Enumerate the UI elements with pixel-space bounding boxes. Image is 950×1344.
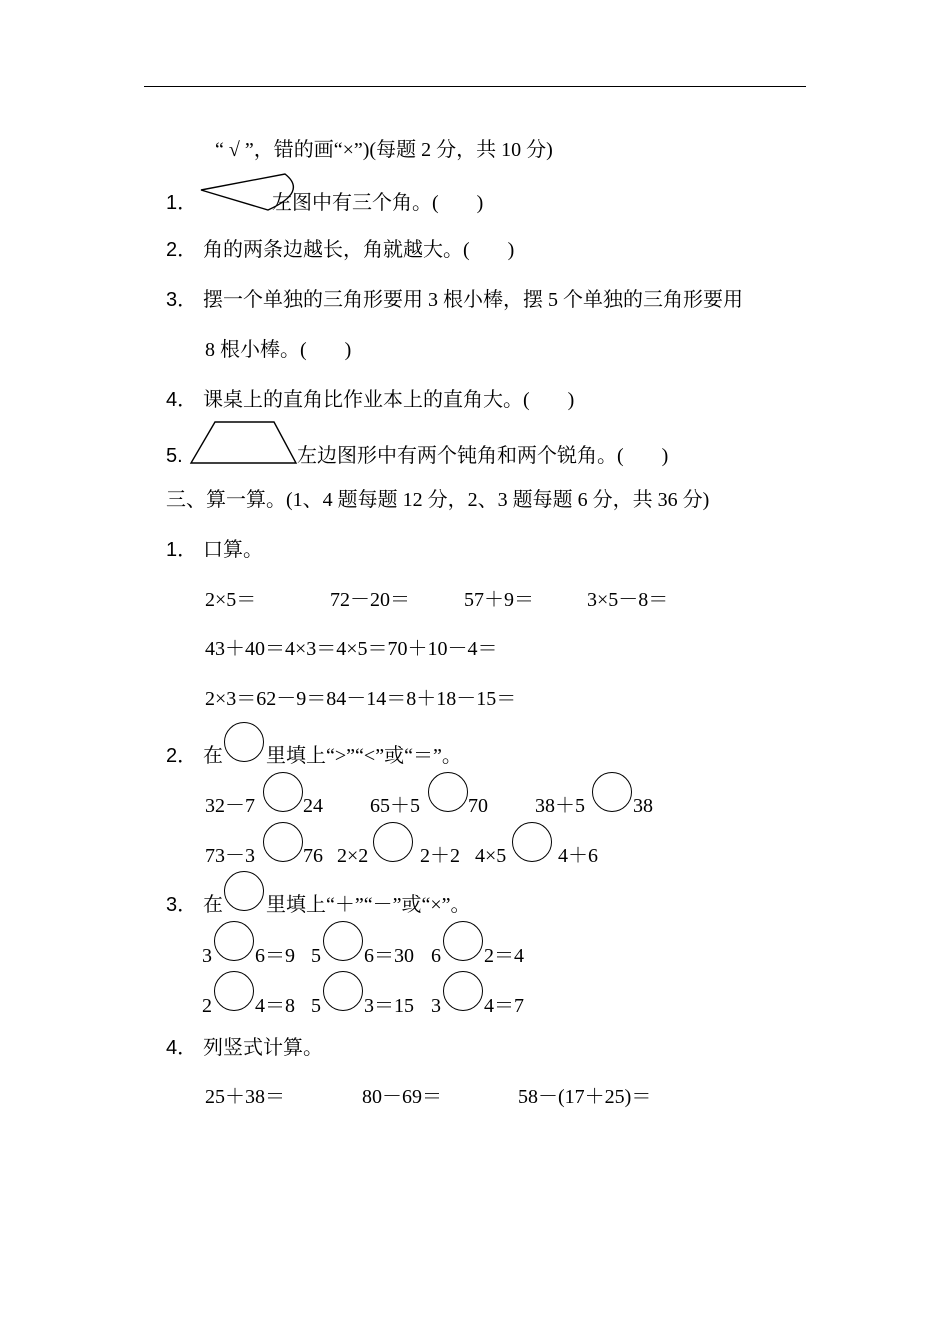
q2-text: 角的两条边越长，角就越大。( ) bbox=[203, 239, 515, 261]
answer-circle[interactable] bbox=[214, 971, 254, 1011]
answer-circle[interactable] bbox=[263, 822, 303, 862]
compare-right: 70 bbox=[468, 795, 488, 817]
header-rule bbox=[144, 86, 806, 87]
oral-calc-item: 72－20＝ bbox=[330, 589, 410, 611]
q3-number: 3． bbox=[166, 289, 198, 311]
vertical-calc-item: 25＋38＝ bbox=[205, 1086, 285, 1108]
q1-number: 1． bbox=[166, 192, 198, 214]
compare-left: 73－3 bbox=[205, 845, 255, 867]
answer-circle[interactable] bbox=[443, 971, 483, 1011]
q1-text: 左图中有三个角。( ) bbox=[272, 192, 484, 214]
compare-right: 76 bbox=[303, 845, 323, 867]
section3-title: 三、算一算。(1、4 题每题 12 分，2、3 题每题 6 分，共 36 分) bbox=[166, 489, 710, 511]
operator-right: 4＝8 bbox=[255, 995, 295, 1017]
answer-circle[interactable] bbox=[214, 921, 254, 961]
p3-post: 里填上“＋”“－”或“×”。 bbox=[266, 894, 471, 916]
compare-left: 65＋5 bbox=[370, 795, 420, 817]
operator-left: 5 bbox=[311, 945, 321, 967]
compare-left: 2×2 bbox=[337, 845, 369, 867]
answer-circle[interactable] bbox=[443, 921, 483, 961]
q4-text: 课桌上的直角比作业本上的直角大。( ) bbox=[203, 389, 575, 411]
oral-calc-row: 2×3＝62－9＝84－14＝8＋18－15＝ bbox=[205, 688, 517, 710]
compare-left: 38＋5 bbox=[535, 795, 585, 817]
answer-circle[interactable] bbox=[428, 772, 468, 812]
p1-title: 口算。 bbox=[203, 539, 263, 561]
oral-calc-item: 2×5＝ bbox=[205, 589, 257, 611]
compare-right: 4＋6 bbox=[558, 845, 598, 867]
p3-pre: 在 bbox=[203, 894, 223, 916]
compare-right: 24 bbox=[303, 795, 323, 817]
p2-post: 里填上“>”“<”或“＝”。 bbox=[266, 745, 462, 767]
q5-text: 左边图形中有两个钝角和两个锐角。( ) bbox=[297, 445, 669, 467]
q2-number: 2． bbox=[166, 239, 198, 261]
answer-circle[interactable] bbox=[263, 772, 303, 812]
answer-circle[interactable] bbox=[323, 971, 363, 1011]
operator-right: 6＝30 bbox=[364, 945, 414, 967]
oral-calc-item: 3×5－8＝ bbox=[587, 589, 669, 611]
p2-number: 2． bbox=[166, 745, 198, 767]
compare-left: 32－7 bbox=[205, 795, 255, 817]
section2-intro: “ √ ”，错的画“×”)(每题 2 分，共 10 分) bbox=[215, 139, 553, 161]
vertical-calc-item: 58－(17＋25)＝ bbox=[518, 1086, 652, 1108]
operator-left: 2 bbox=[202, 995, 212, 1017]
p2-pre: 在 bbox=[203, 745, 223, 767]
example-circle bbox=[224, 871, 264, 911]
p4-title: 列竖式计算。 bbox=[203, 1037, 323, 1059]
compare-right: 2＋2 bbox=[420, 845, 460, 867]
vertical-calc-item: 80－69＝ bbox=[362, 1086, 442, 1108]
q4-number: 4． bbox=[166, 389, 198, 411]
operator-left: 6 bbox=[431, 945, 441, 967]
operator-left: 5 bbox=[311, 995, 321, 1017]
p1-number: 1． bbox=[166, 539, 198, 561]
trapezoid-figure bbox=[190, 420, 300, 466]
compare-left: 4×5 bbox=[475, 845, 507, 867]
operator-right: 6＝9 bbox=[255, 945, 295, 967]
operator-right: 2＝4 bbox=[484, 945, 524, 967]
p3-number: 3． bbox=[166, 894, 198, 916]
q3-text-line2: 8 根小棒。( ) bbox=[205, 339, 352, 361]
operator-right: 4＝7 bbox=[484, 995, 524, 1017]
p4-number: 4． bbox=[166, 1037, 198, 1059]
operator-left: 3 bbox=[431, 995, 441, 1017]
oral-calc-item: 57＋9＝ bbox=[464, 589, 534, 611]
answer-circle[interactable] bbox=[512, 822, 552, 862]
q5-number: 5. bbox=[166, 445, 183, 467]
compare-right: 38 bbox=[633, 795, 653, 817]
q3-text-line1: 摆一个单独的三角形要用 3 根小棒，摆 5 个单独的三角形要用 bbox=[203, 289, 743, 311]
answer-circle[interactable] bbox=[323, 921, 363, 961]
example-circle bbox=[224, 722, 264, 762]
operator-left: 3 bbox=[202, 945, 212, 967]
operator-right: 3＝15 bbox=[364, 995, 414, 1017]
answer-circle[interactable] bbox=[592, 772, 632, 812]
answer-circle[interactable] bbox=[373, 822, 413, 862]
oral-calc-row: 43＋40＝4×3＝4×5＝70＋10－4＝ bbox=[205, 638, 498, 660]
